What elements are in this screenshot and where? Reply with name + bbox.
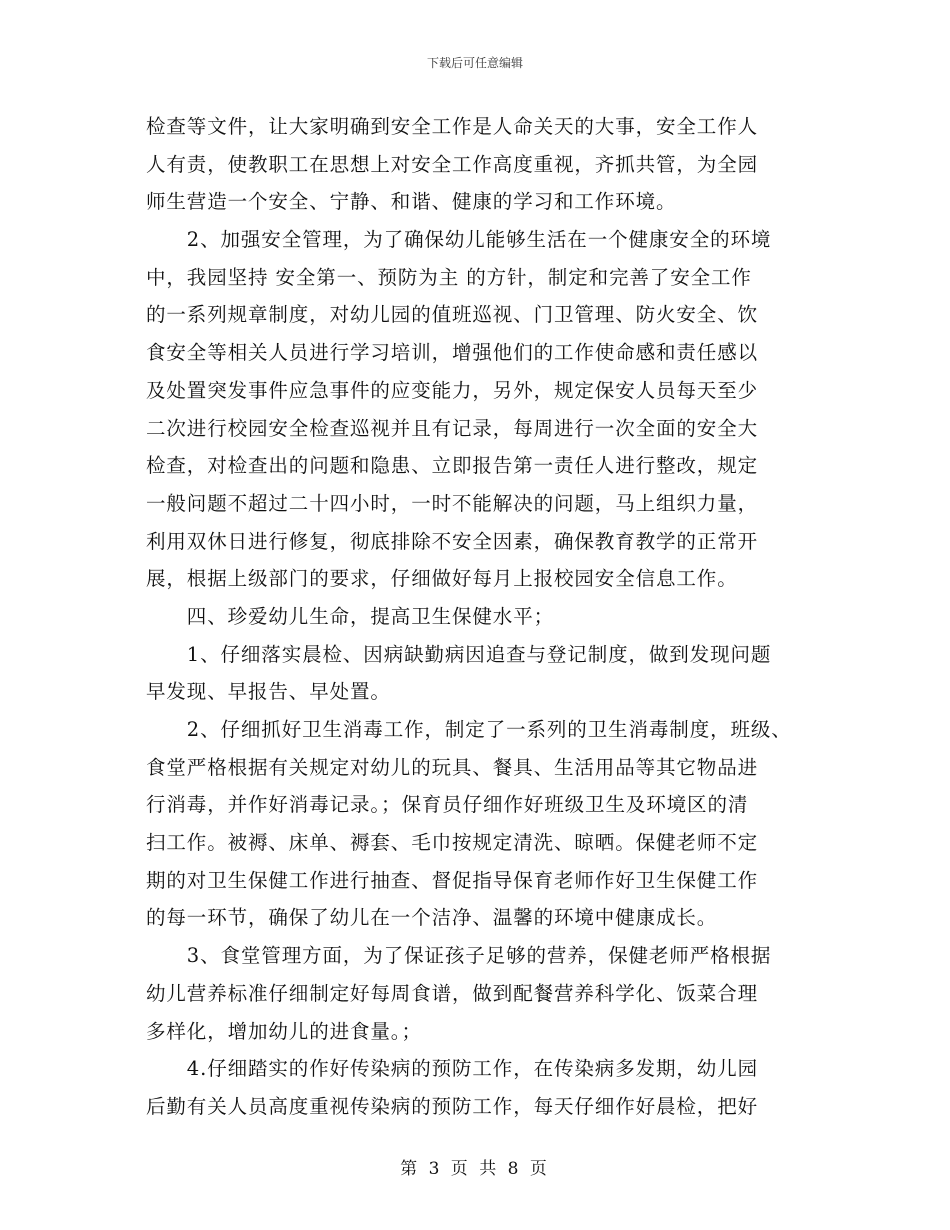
text-line: 幼儿营养标准仔细制定好每周食谱，做到配餐营养科学化、饭菜合理 bbox=[146, 981, 759, 1005]
text-line: 及处置突发事件应急事件的应变能力，另外，规定保安人员每天至少 bbox=[146, 378, 759, 402]
text-line: 四、珍爱幼儿生命，提高卫生保健水平； bbox=[146, 604, 555, 628]
text-line: 2、加强安全管理，为了确保幼儿能够生活在一个健康安全的环境 bbox=[146, 228, 772, 252]
document-body bbox=[146, 108, 826, 1126]
text-line: 多样化，增加幼儿的进食量。； bbox=[146, 1019, 422, 1043]
text-line: 早发现、早报告、早处置。 bbox=[146, 680, 391, 704]
text-line: 中，我园坚持 安全第一、预防为主 的方针，制定和完善了安全工作 bbox=[146, 265, 752, 289]
text-line: 人有责，使教职工在思想上对安全工作高度重视，齐抓共管，为全园 bbox=[146, 152, 759, 176]
text-line: 利用双休日进行修复，彻底排除不安全因素，确保教育教学的正常开 bbox=[146, 529, 759, 553]
text-line: 师生营造一个安全、宁静、和谐、健康的学习和工作环境。 bbox=[146, 190, 677, 214]
text-line: 的每一环节，确保了幼儿在一个洁净、温馨的环境中健康成长。 bbox=[146, 906, 718, 930]
text-line: 检查等文件，让大家明确到安全工作是人命关天的大事，安全工作人 bbox=[146, 115, 759, 138]
page-header: 下载后可任意编辑 bbox=[426, 56, 523, 70]
text-line: 后勤有关人员高度重视传染病的预防工作，每天仔细作好晨检，把好 bbox=[146, 1094, 759, 1118]
text-line: 食堂严格根据有关规定对幼儿的玩具、餐具、生活用品等其它物品进 bbox=[146, 755, 759, 779]
text-line: 期的对卫生保健工作进行抽查、督促指导保育老师作好卫生保健工作 bbox=[146, 868, 759, 892]
text-line: 食安全等相关人员进行学习培训，增强他们的工作使命感和责任感以 bbox=[146, 341, 759, 365]
text-line: 4.仔细踏实的作好传染病的预防工作，在传染病多发期，幼儿园 bbox=[146, 1057, 759, 1081]
text-line: 展，根据上级部门的要求，仔细做好每月上报校园安全信息工作。 bbox=[146, 567, 738, 591]
text-line: 3、食堂管理方面，为了保证孩子足够的营养，保健老师严格根据 bbox=[146, 944, 772, 968]
text-line: 扫工作。被褥、床单、褥套、毛巾按规定清洗、晾晒。保健老师不定 bbox=[146, 831, 759, 855]
text-line: 一般问题不超过二十四小时，一时不能解决的问题，马上组织力量， bbox=[146, 491, 759, 515]
text-line: 2、仔细抓好卫生消毒工作，制定了一系列的卫生消毒制度，班级、 bbox=[146, 718, 792, 741]
text-line: 1、仔细落实晨检、因病缺勤病因追查与登记制度，做到发现问题 bbox=[146, 642, 772, 666]
text-line: 二次进行校园安全检查巡视并且有记录，每周进行一次全面的安全大 bbox=[146, 416, 759, 440]
text-line: 检查，对检查出的问题和隐患、立即报告第一责任人进行整改，规定 bbox=[146, 454, 759, 478]
text-line: 的一系列规章制度，对幼儿园的值班巡视、门卫管理、防火安全、饮 bbox=[146, 303, 759, 327]
page-number-footer: 第 3 页 共 8 页 bbox=[400, 1159, 550, 1179]
text-line: 行消毒，并作好消毒记录。；保育员仔细作好班级卫生及环境区的清 bbox=[146, 793, 749, 817]
